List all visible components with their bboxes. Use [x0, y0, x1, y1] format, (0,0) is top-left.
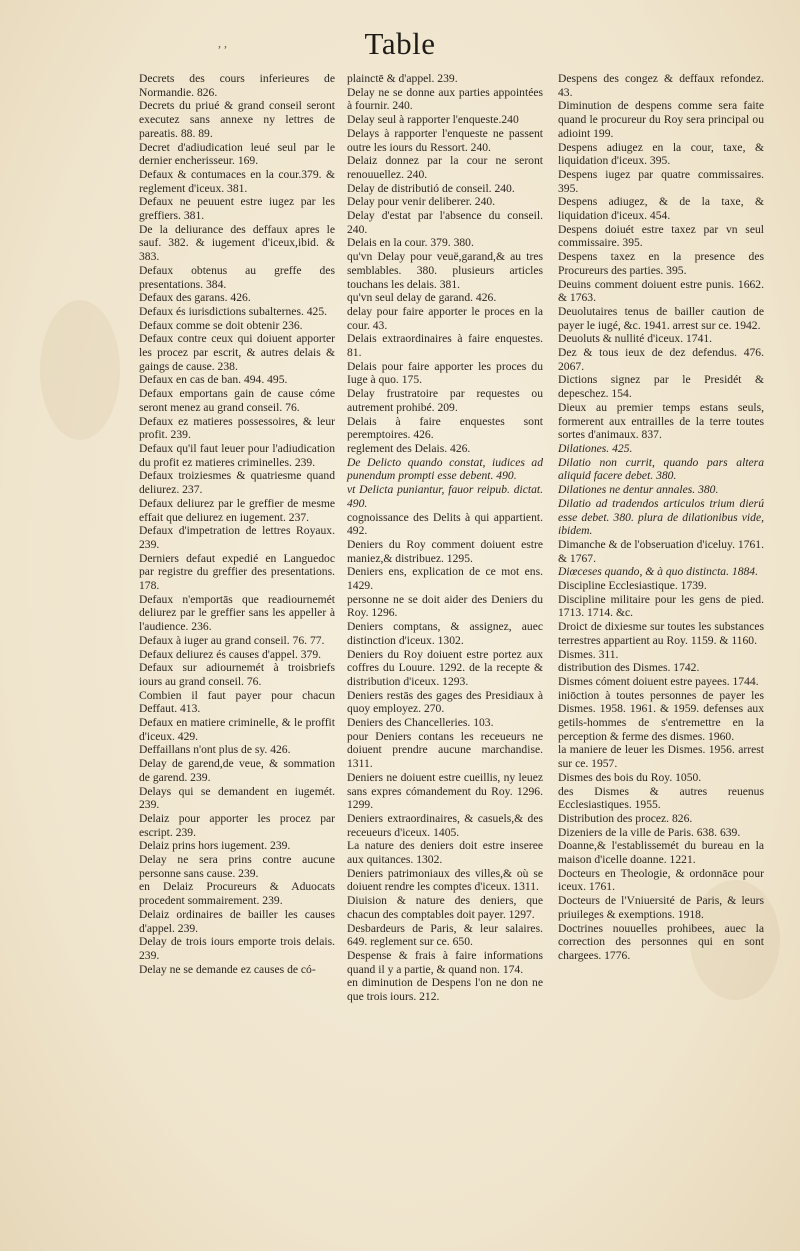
- index-entry: Desbardeurs de Paris, & leur salaires. 649. reglement sur ce. 650.: [347, 921, 543, 949]
- index-entry: Droict de dixiesme sur toutes les substances terrestres appartient au Roy. 1159. & 1160.: [558, 620, 764, 647]
- index-entry: Distribution des procez. 826.: [558, 811, 693, 825]
- index-entry: Defaux qu'il faut leuer pour l'adiudication du profit ez matieres criminelles. 239.: [139, 441, 335, 469]
- index-entry: La nature des deniers doit estre inseree aux quitances. 1302.: [347, 839, 543, 867]
- running-head-mark: , ,: [218, 36, 227, 50]
- index-entry: Defaux ez matieres possessoires, & leur profit. 239.: [139, 414, 335, 442]
- index-entry: Despens taxez en la presence des Procureurs des parties. 395.: [558, 250, 764, 277]
- index-entry: Defaux ne peuuent estre iugez par les greffiers. 381.: [139, 195, 335, 223]
- index-entry: Dictions signez par le Presidét & depeschez. 154.: [558, 373, 764, 401]
- index-entry: Defaux & contumaces en la cour.379. & reglement d'iceux. 381.: [139, 167, 335, 195]
- index-entry: Deniers patrimoniaux des villes,& où se doiuent rendre les comptes d'iceux. 1311.: [347, 866, 543, 894]
- index-entry: la maniere de leuer les Dismes. 1956. arrest sur ce. 1957.: [558, 743, 764, 771]
- index-entry: Decret d'adiudication leué seul par le dernier encherisseur. 169.: [139, 140, 335, 168]
- index-entry: Delays à rapporter l'enqueste ne passent outre les iours du Ressort. 240.: [347, 126, 543, 154]
- index-entry: Dilatio ad tradendos articulos trium dierú esse debet. 380. plura de dilationibus vide, ibidem.: [558, 496, 764, 538]
- index-entry: Delay de distributió de conseil. 240.: [347, 181, 515, 195]
- index-entry: Dilationes. 425.: [558, 441, 633, 455]
- index-entry: Defaux des garans. 426.: [139, 291, 251, 305]
- index-entry: Doanne,& l'establissemét du bureau en la maison d'icelle doanne. 1221.: [558, 839, 764, 867]
- index-entry: qu'vn seul delay de garand. 426.: [347, 291, 497, 305]
- index-entry: Delay ne se donne aux parties appointées à fournir. 240.: [347, 85, 543, 113]
- index-entry: Despens adiugez en la cour, taxe, & liquidation d'iceux. 395.: [558, 140, 764, 168]
- index-entry: Defaux d'impetration de lettres Royaux. 239.: [139, 524, 335, 551]
- index-entry: Defaux emportans gain de cause cóme seront menez au grand conseil. 76.: [139, 387, 335, 414]
- index-column-3: [558, 72, 764, 963]
- index-entry: Deniers du Roy doiuent estre portez aux coffres du Louure. 1292. de la recepte & distribution d'iceux. 1293.: [347, 647, 543, 688]
- index-entry: Deuins comment doiuent estre punis. 1662. & 1763.: [558, 277, 764, 305]
- page-title: Table: [364, 26, 436, 61]
- index-entry: Docteurs de l'Vniuersité de Paris, & leurs priuileges & exemptions. 1918.: [558, 894, 764, 921]
- index-entry: Deniers du Roy comment doiuent estre maniez,& distribuez. 1295.: [347, 537, 543, 565]
- index-entry: Discipline Ecclesiastique. 1739.: [558, 579, 707, 593]
- index-entry: Diœceses quando, & à quo distincta. 1884.: [558, 565, 758, 579]
- index-entry: Delay seul à rapporter l'enqueste.240: [347, 113, 519, 127]
- index-entry: Delaiz prins hors iugement. 239.: [139, 839, 291, 853]
- index-entry: des Dismes & autres reuenus Ecclesiastiques. 1955.: [558, 784, 764, 812]
- index-entry: Despense & frais à faire informations quand il y a partie, & quand non. 174.: [347, 949, 543, 976]
- index-entry: Defaux en cas de ban. 494. 495.: [139, 373, 288, 387]
- index-entry: Deniers comptans, & assignez, auec distinction d'iceux. 1302.: [347, 620, 543, 647]
- index-entry: Dismes cóment doiuent estre payees. 1744.: [558, 674, 759, 688]
- index-entry: cognoissance des Delits à qui appartient. 492.: [347, 510, 543, 538]
- index-entry: Delay ne sera prins contre aucune personne sans cause. 239.: [139, 853, 335, 880]
- index-entry: Derniers defaut expedié en Languedoc par registre du greffier des presentations. 178.: [139, 551, 335, 593]
- index-entry: Combien il faut payer pour chacun Deffaut. 413.: [139, 688, 335, 716]
- index-entry: Dizeniers de la ville de Paris. 638. 639.: [558, 825, 741, 839]
- index-entry: personne ne se doit aider des Deniers du Roy. 1296.: [347, 592, 543, 620]
- index-entry: Defaux deliurez par le greffier de mesme effait que deliurez en iugement. 237.: [139, 496, 335, 524]
- index-entry: Delay pour venir deliberer. 240.: [347, 195, 496, 209]
- index-entry: Dilatio non currit, quando pars altera aliquid facere debet. 380.: [558, 455, 764, 483]
- index-column-1: [139, 72, 335, 976]
- index-entry: Defaux en matiere criminelle, & le proffit d'iceux. 429.: [139, 716, 335, 743]
- index-entry: De la deliurance des deffaux apres le sauf. 382. & iugement d'iceux,ibid. & 383.: [139, 222, 335, 264]
- index-entry: Diminution de despens comme sera faite quand le procureur du Roy sera principal ou adioint 199.: [558, 99, 764, 140]
- index-entry: Deuoluts & nullité d'iceux. 1741.: [558, 332, 713, 346]
- index-entry: qu'vn Delay pour veuë,garand,& au tres semblables. 380. plusieurs articles touchans les delais. 381.: [347, 250, 543, 291]
- index-entry: Defaux obtenus au greffe des presentations. 384.: [139, 263, 335, 291]
- index-entry: delay pour faire apporter le proces en la cour. 43.: [347, 304, 543, 332]
- index-entry: Defaux troiziesmes & quatriesme quand deliurez. 237.: [139, 469, 335, 497]
- index-entry: en Delaiz Procureurs & Aduocats procedent sommairement. 239.: [139, 880, 335, 908]
- index-entry: Delay frustratoire par requestes ou autrement prohibé. 209.: [347, 387, 543, 414]
- index-entry: Delaiz ordinaires de bailler les causes d'appel. 239.: [139, 907, 335, 935]
- index-entry: reglement des Delais. 426.: [347, 441, 471, 455]
- index-entry: Decrets du priué & grand conseil seront executez sans annexe ny lettres de pareatis. 88. 89.: [139, 99, 335, 140]
- index-entry: Dez & tous ieux de dez defendus. 476. 2067.: [558, 346, 764, 373]
- index-entry: Dilationes ne dentur annales. 380.: [558, 483, 719, 497]
- index-entry: Dimanche & de l'obseruation d'iceluy. 1761. & 1767.: [558, 537, 764, 565]
- index-entry: Delaiz donnez par la cour ne seront renouuellez. 240.: [347, 154, 543, 181]
- index-entry: en diminution de Despens l'on ne don ne que trois iours. 212.: [347, 976, 543, 1004]
- index-entry: Defaux deliurez és causes d'appel. 379.: [139, 647, 322, 661]
- index-entry: iniōction à toutes personnes de payer les Dismes. 1958. 1961. & 1959. defenses aux getils-hommes de s'entremettre en la perception & ferme des dismes. 1960.: [558, 688, 764, 743]
- index-entry: Delais extraordinaires à faire enquestes. 81.: [347, 332, 543, 360]
- index-entry: Deniers ens, explication de ce mot ens. 1429.: [347, 565, 543, 593]
- index-entry: Despens doiuét estre taxez par vn seul commissaire. 395.: [558, 222, 764, 250]
- index-column-2: [347, 72, 543, 1004]
- index-entry: Docteurs en Theologie, & ordonnāce pour iceux. 1761.: [558, 866, 764, 894]
- index-entry: distribution des Dismes. 1742.: [558, 661, 700, 675]
- index-entry: pour Deniers contans les receueurs ne doiuent prendre aucune marchandise. 1311.: [347, 729, 543, 771]
- index-entry: Delay de trois iours emporte trois delais. 239.: [139, 935, 335, 962]
- index-entry: Delaiz pour apporter les procez par escript. 239.: [139, 811, 335, 839]
- index-entry: Delay de garend,de veue, & sommation de garend. 239.: [139, 757, 335, 784]
- index-entry: Dieux au premier temps estans seuls, formerent aux entrailles de la terre toutes sortes d'animaux. 837.: [558, 400, 764, 442]
- index-entry: Decrets des cours inferieures de Normandie. 826.: [139, 72, 335, 99]
- index-entry: Dismes. 311.: [558, 647, 619, 661]
- index-entry: vt Delicta puniantur, fauor reipub. dictat. 490.: [347, 483, 543, 510]
- index-entry: Despens adiugez, & de la taxe, & liquidation d'iceux. 454.: [558, 195, 764, 223]
- index-entry: Delais à faire enquestes sont peremptoires. 426.: [347, 414, 543, 442]
- index-entry: plainctē & d'appel. 239.: [347, 72, 458, 85]
- index-entry: Discipline militaire pour les gens de pied. 1713. 1714. &c.: [558, 592, 764, 620]
- index-entry: Deuolutaires tenus de bailler caution de payer le iugé, &c. 1941. arrest sur ce. 1942.: [558, 304, 764, 332]
- index-entry: Deniers des Chancelleries. 103.: [347, 716, 494, 730]
- index-entry: Delays qui se demandent en iugemét. 239.: [139, 784, 335, 812]
- index-entry: Delais en la cour. 379. 380.: [347, 236, 474, 250]
- index-entry: Doctrines nouuelles prohibees, auec la correction des personnes qui en sont chargees. 1776.: [558, 921, 764, 962]
- index-entry: Deniers ne doiuent estre cueillis, ny leuez sans expres cómandement du Roy. 1296. 1299.: [347, 770, 543, 812]
- index-entry: Defaux n'emportās que readiournemét deliurez par le greffier sans les appeller à l'audience. 236.: [139, 592, 335, 634]
- index-entry: Defaux sur adiournemét à troisbriefs iours au grand conseil. 76.: [139, 661, 335, 688]
- index-entry: Defaux és iurisdictions subalternes. 425.: [139, 304, 328, 318]
- index-entry: Defaux contre ceux qui doiuent apporter les procez par escrit, & autres delais & gaings de cause. 238.: [139, 332, 335, 373]
- index-entry: Delay d'estat par l'absence du conseil. 240.: [347, 209, 543, 236]
- index-entry: Deffaillans n'ont plus de sy. 426.: [139, 743, 291, 757]
- index-entry: Delay ne se demande ez causes de có-: [139, 962, 316, 976]
- index-entry: Deniers restās des gages des Presidiaux à quoy employez. 270.: [347, 688, 543, 716]
- index-entry: De Delicto quando constat, iudices ad punendum prompti esse debent. 490.: [347, 455, 543, 483]
- index-entry: Delais pour faire apporter les proces du Iuge à quo. 175.: [347, 359, 543, 387]
- index-entry: Dismes des bois du Roy. 1050.: [558, 770, 702, 784]
- index-entry: Diuision & nature des deniers, que chacun des comptables doit payer. 1297.: [347, 894, 543, 921]
- index-entry: Defaux à iuger au grand conseil. 76. 77.: [139, 633, 325, 647]
- index-entry: Despens des congez & deffaux refondez. 43.: [558, 72, 764, 99]
- paper-stain: [40, 300, 120, 440]
- index-entry: Despens iugez par quatre commissaires. 395.: [558, 167, 764, 195]
- index-entry: Defaux comme se doit obtenir 236.: [139, 318, 303, 332]
- index-entry: Deniers extraordinaires, & casuels,& des receueurs d'iceux. 1405.: [347, 811, 543, 839]
